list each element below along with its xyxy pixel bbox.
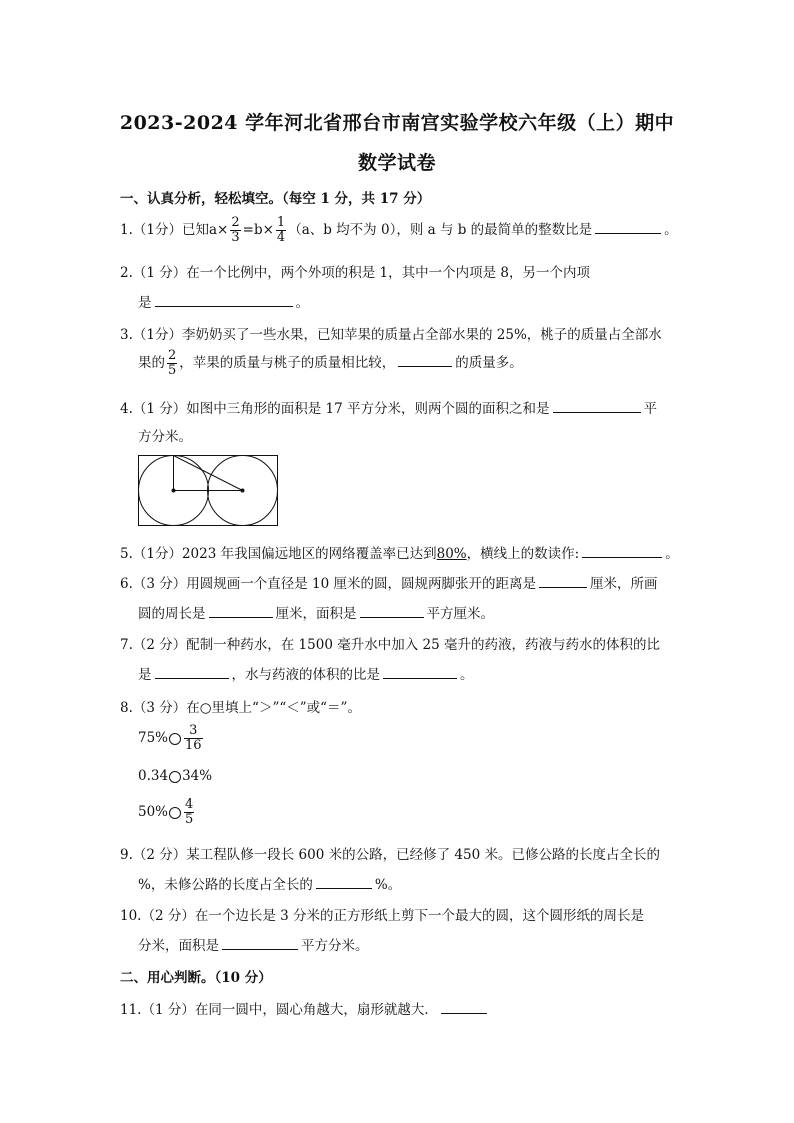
q8-compare-b: [138, 768, 212, 784]
q10-answer-blank[interactable]: [222, 937, 298, 950]
q8c-den: 5: [185, 812, 194, 827]
q8b-answer-circle[interactable]: [169, 771, 181, 783]
q1-eq-b: =b: [242, 222, 263, 238]
q5-underlined-value: 80%: [436, 546, 467, 562]
q1-lead: 1.（1分）已知: [120, 222, 209, 238]
section1-heading: 一、认真分析，轻松填空。（每空 1 分，共 17 分）: [120, 191, 431, 207]
question-6-line1: [120, 572, 658, 592]
q8c-num: 4: [185, 797, 194, 812]
q1-times-2: ×: [262, 222, 274, 238]
q3-mid: ，苹果的质量与桃子的质量相比较，: [179, 355, 396, 371]
q1-answer-blank[interactable]: [595, 221, 661, 234]
question-7-line2: [138, 663, 474, 683]
question-11: [120, 998, 490, 1018]
q8b-right: 34%: [182, 768, 213, 784]
q1-f1-den: 3: [231, 230, 240, 245]
q4-text: 4.（1 分）如图中三角形的面积是 17 平方分米，则两个圆的面积之和是: [120, 401, 550, 417]
exam-title-line1: 2023-2024 学年河北省邢台市南宫实验学校六年级（上）期中: [119, 112, 675, 134]
question-10-line1: 10.（2 分）在一个边长是 3 分米的正方形纸上剪下一个最大的圆，这个圆形纸的周长是: [120, 908, 645, 924]
q5-end: 。: [665, 546, 679, 562]
q3-answer-blank[interactable]: [398, 354, 452, 367]
q11-text: 11.（1 分）在同一圆中，圆心角越大，扇形就越大．: [120, 1002, 438, 1018]
q3-fraction: [167, 349, 177, 378]
q8a-num: 3: [184, 724, 203, 739]
q3-pre: 果的: [138, 355, 165, 371]
question-2-line1: 2.（1 分）在一个比例中，两个外项的积是 1，其中一个内项是 8，另一个内项: [120, 265, 591, 281]
q10-pre: 分米，面积是: [138, 938, 219, 954]
q6-end: 平方厘米。: [426, 606, 494, 622]
q9-end: %。: [374, 877, 402, 893]
q3-f-num: 2: [168, 348, 177, 363]
q6-mid: 厘米，面积是: [275, 606, 357, 622]
q8a-den: 16: [185, 738, 202, 753]
q7-end: 。: [460, 667, 474, 683]
q7-blank-2[interactable]: [383, 666, 457, 679]
q5-pre: 5.（1分）2023 年我国偏远地区的网络覆盖率已达到: [120, 546, 437, 562]
question-4-line2: 方分米。: [138, 429, 192, 445]
question-6-line2: [138, 602, 494, 622]
q9-pre: %，未修公路的长度占全长的: [138, 877, 313, 893]
question-3-line1: 3.（1分）李奶奶买了一些水果，已知苹果的质量占全部水果的 25%，桃子的质量占全部水: [120, 327, 662, 343]
question-9-line1: 9.（2 分）某工程队修一段长 600 米的公路，已经修了 450 米。已修公路的长度占全长的: [120, 847, 660, 863]
q6-blank-2[interactable]: [209, 605, 273, 618]
q1-fraction-1: [230, 216, 240, 245]
q6-blank-3[interactable]: [360, 605, 424, 618]
q2-answer-blank[interactable]: [155, 294, 293, 307]
q1-fraction-2: [276, 216, 286, 245]
q7-blank-1[interactable]: [155, 666, 229, 679]
q8c-left: 50%: [138, 804, 169, 820]
q1-times: ×: [217, 222, 229, 238]
q8-compare-c: [138, 798, 196, 827]
q8-compare-a: [138, 724, 205, 753]
question-7-line1: 7.（2 分）配制一种药水，在 1500 毫升水中加入 25 毫升的药液，药液与药水的体积的比: [120, 637, 660, 653]
q10-end: 平方分米。: [301, 938, 369, 954]
question-8-line1: 8.（3 分）在○里填上“＞”“＜”或“＝”。: [120, 700, 361, 716]
q7-pre: 是: [138, 667, 152, 683]
q4-end: 平: [643, 401, 658, 417]
q8b-left: 0.34: [138, 768, 169, 784]
q2-pre: 是: [138, 295, 152, 311]
q6-pre: 圆的周长是: [138, 606, 206, 622]
question-3-line2: [138, 349, 523, 378]
q1-a: a: [208, 222, 218, 238]
question-1: [120, 216, 678, 245]
question-2-line2: [138, 291, 309, 311]
q8a-fraction: [184, 724, 203, 753]
exam-title-line2: 数学试卷: [357, 152, 436, 174]
question-10-line2: [138, 934, 369, 954]
q4-answer-blank[interactable]: [553, 400, 641, 413]
q3-f-den: 5: [168, 363, 177, 378]
q7-mid: ，水与药液的体积的比是: [231, 667, 380, 683]
q6-line1-end: 厘米，所画: [590, 576, 658, 592]
q6-text: 6.（3 分）用圆规画一个直径是 10 厘米的圆，圆规两脚张开的距离是: [120, 576, 537, 592]
q8a-left: 75%: [138, 730, 169, 746]
q8c-fraction: [184, 798, 194, 827]
section2-heading: 二、用心判断。（10 分）: [120, 970, 272, 986]
q1-end: 。: [664, 222, 678, 238]
question-9-line2: [138, 873, 401, 893]
q5-answer-blank[interactable]: [582, 545, 662, 558]
q8c-answer-circle[interactable]: [169, 807, 181, 819]
two-circles-triangle-figure: [138, 455, 278, 527]
q3-end: 的质量多。: [455, 355, 523, 371]
q9-answer-blank[interactable]: [316, 876, 372, 889]
q5-mid: ，横线上的数读作:: [466, 546, 580, 562]
q1-f2-num: 1: [276, 215, 286, 230]
question-4-line1: [120, 397, 657, 417]
left-center-dot: [172, 489, 176, 493]
right-center-dot: [241, 489, 245, 493]
q6-blank-1[interactable]: [539, 575, 587, 588]
question-5: [120, 542, 679, 562]
q1-f2-den: 4: [276, 230, 286, 245]
q1-f1-num: 2: [231, 215, 240, 230]
q11-answer-blank[interactable]: [441, 1001, 487, 1014]
q2-end: 。: [295, 295, 309, 311]
q1-tail: （a、b 均不为 0），则 a 与 b 的最简单的整数比是: [288, 222, 593, 238]
q8a-answer-circle[interactable]: [169, 733, 181, 745]
